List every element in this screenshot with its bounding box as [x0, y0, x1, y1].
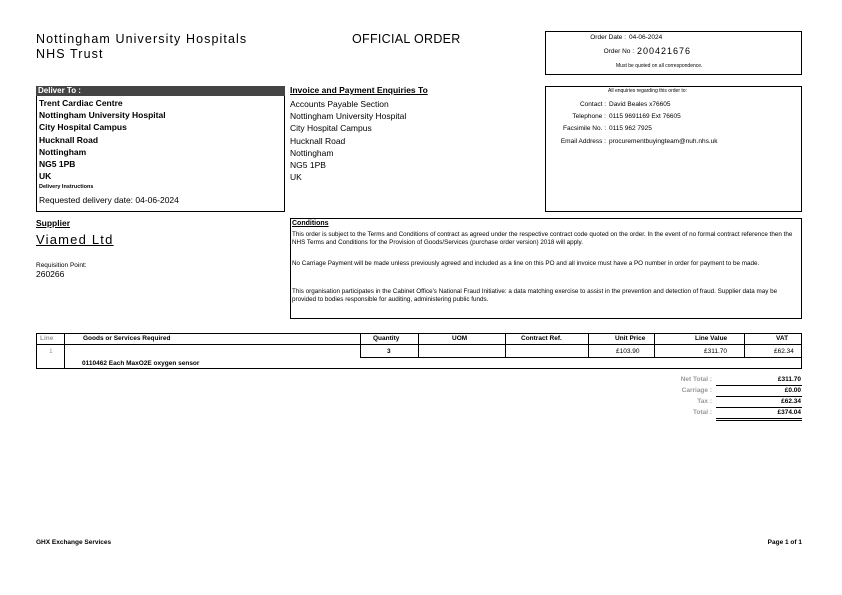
email-value[interactable]: procurementbuyingteam@nuh.nhs.uk: [609, 138, 718, 145]
col-uom: UOM: [452, 335, 468, 342]
divider: [505, 333, 506, 357]
order-date-value: 04-06-2024: [629, 34, 663, 41]
deliver-to-header: Deliver To :: [36, 86, 285, 96]
col-contract-ref: Contract Ref.: [521, 335, 562, 342]
contact-value: David Beales x76605: [609, 101, 671, 108]
requested-delivery-date: Requested delivery date: 04-06-2024: [39, 195, 179, 205]
conditions-header: Conditions: [292, 220, 329, 227]
quote-note: Must be quoted on all correspondence.: [616, 63, 703, 69]
delivery-instructions-label: Delivery Instructions: [39, 184, 94, 190]
org-line-1: Nottingham University Hospitals: [36, 32, 248, 46]
invoice-line: Nottingham University Hospital: [290, 111, 407, 122]
invoice-line: Accounts Payable Section: [290, 99, 389, 109]
row-line-number: 1: [49, 348, 53, 355]
fax-value: 0115 962 7925: [609, 125, 652, 132]
requisition-point-value: 260266: [36, 269, 65, 279]
conditions-paragraph-1: This order is subject to the Terms and Conditions of contract as agreed under the respective contract code quoted on the order. In the event of no formal contract reference then the NHS Terms and Conditions for the Provision of Goods/Services (purchase order version) 2018 will apply.: [292, 231, 793, 247]
page-title: OFFICIAL ORDER: [352, 32, 461, 46]
requisition-point-label: Requisition Point:: [36, 262, 87, 269]
telephone-label: Telephone :: [572, 113, 606, 120]
divider: [716, 407, 802, 408]
contact-label: Contact :: [579, 101, 606, 108]
total-value: £374.04: [777, 409, 801, 416]
total-label: Total :: [692, 409, 712, 416]
enquiries-title: All enquiries regarding this order to:: [608, 88, 687, 94]
deliver-line: Hucknall Road: [39, 134, 99, 145]
divider: [716, 385, 802, 386]
invoice-line: UK: [290, 172, 302, 183]
divider: [360, 357, 802, 358]
fax-label: Facsimile No. :: [563, 125, 606, 132]
divider: [716, 396, 802, 397]
divider: [64, 333, 65, 369]
row-description: 0110462 Each MaxO2E oxygen sensor: [82, 360, 200, 367]
col-line: Line: [40, 335, 54, 342]
page-number: Page 1 of 1: [767, 539, 802, 546]
order-no-value: 200421676: [637, 46, 692, 56]
org-line-2: NHS Trust: [36, 47, 104, 61]
invoice-header: Invoice and Payment Enquiries To: [290, 85, 428, 95]
supplier-name: Viamed Ltd: [36, 232, 114, 247]
divider: [588, 333, 589, 357]
divider: [716, 418, 802, 419]
order-no-label: Order No :: [603, 48, 634, 55]
row-unit-price: £103.90: [616, 348, 640, 355]
divider: [654, 333, 655, 357]
divider: [418, 333, 419, 357]
divider: [716, 420, 802, 421]
col-quantity: Quantity: [373, 335, 400, 342]
row-vat: £62.34: [774, 348, 794, 355]
col-vat: VAT: [776, 335, 789, 342]
tax-value: £62.34: [781, 398, 801, 405]
deliver-line: NG5 1PB: [39, 159, 76, 170]
deliver-line: Nottingham University Hospital: [39, 110, 166, 121]
col-unit-price: Unit Price: [615, 335, 646, 342]
invoice-address: [290, 98, 406, 183]
deliver-line: UK: [39, 171, 52, 182]
order-date-label: Order Date :: [590, 34, 626, 41]
invoice-line: City Hospital Campus: [290, 123, 372, 134]
telephone-value: 0115 9691169 Ext 76605: [609, 113, 681, 120]
deliver-line: Trent Cardiac Centre: [39, 98, 123, 108]
carriage-label: Carriage :: [681, 387, 712, 394]
email-label: Email Address :: [560, 138, 606, 145]
conditions-paragraph-2: No Carriage Payment will be made unless previously agreed and included as a line on this PO and all invoice must have a PO number in order for payment to be made.: [292, 260, 760, 267]
organisation-name: [36, 32, 247, 62]
divider: [360, 333, 361, 357]
row-quantity: 3: [387, 348, 391, 355]
col-goods: Goods or Services Required: [83, 335, 171, 342]
invoice-line: Hucknall Road: [290, 135, 346, 146]
divider: [744, 333, 745, 357]
deliver-address: [39, 97, 166, 182]
net-total-value: £311.70: [777, 376, 801, 383]
supplier-header: Supplier: [36, 218, 71, 228]
invoice-line: NG5 1PB: [290, 160, 326, 171]
row-line-value: £311.70: [704, 348, 728, 355]
conditions-paragraph-3: This organisation participates in the Cabinet Office's National Fraud Initiative: a data matching exercise to assist in the prevention and detection of fraud. Supplier data may be provided to bodies responsible for auditing, administering public funds.: [292, 288, 778, 304]
deliver-line: City Hospital Campus: [39, 122, 127, 133]
col-line-value: Line Value: [695, 335, 728, 342]
invoice-line: Nottingham: [290, 147, 334, 158]
net-total-label: Net Total :: [680, 376, 712, 383]
order-info-box: [545, 31, 802, 75]
carriage-value: £0.00: [784, 387, 801, 394]
footer-left: GHX Exchange Services: [36, 539, 112, 546]
deliver-line: Nottingham: [39, 146, 87, 157]
tax-label: Tax :: [697, 398, 712, 405]
